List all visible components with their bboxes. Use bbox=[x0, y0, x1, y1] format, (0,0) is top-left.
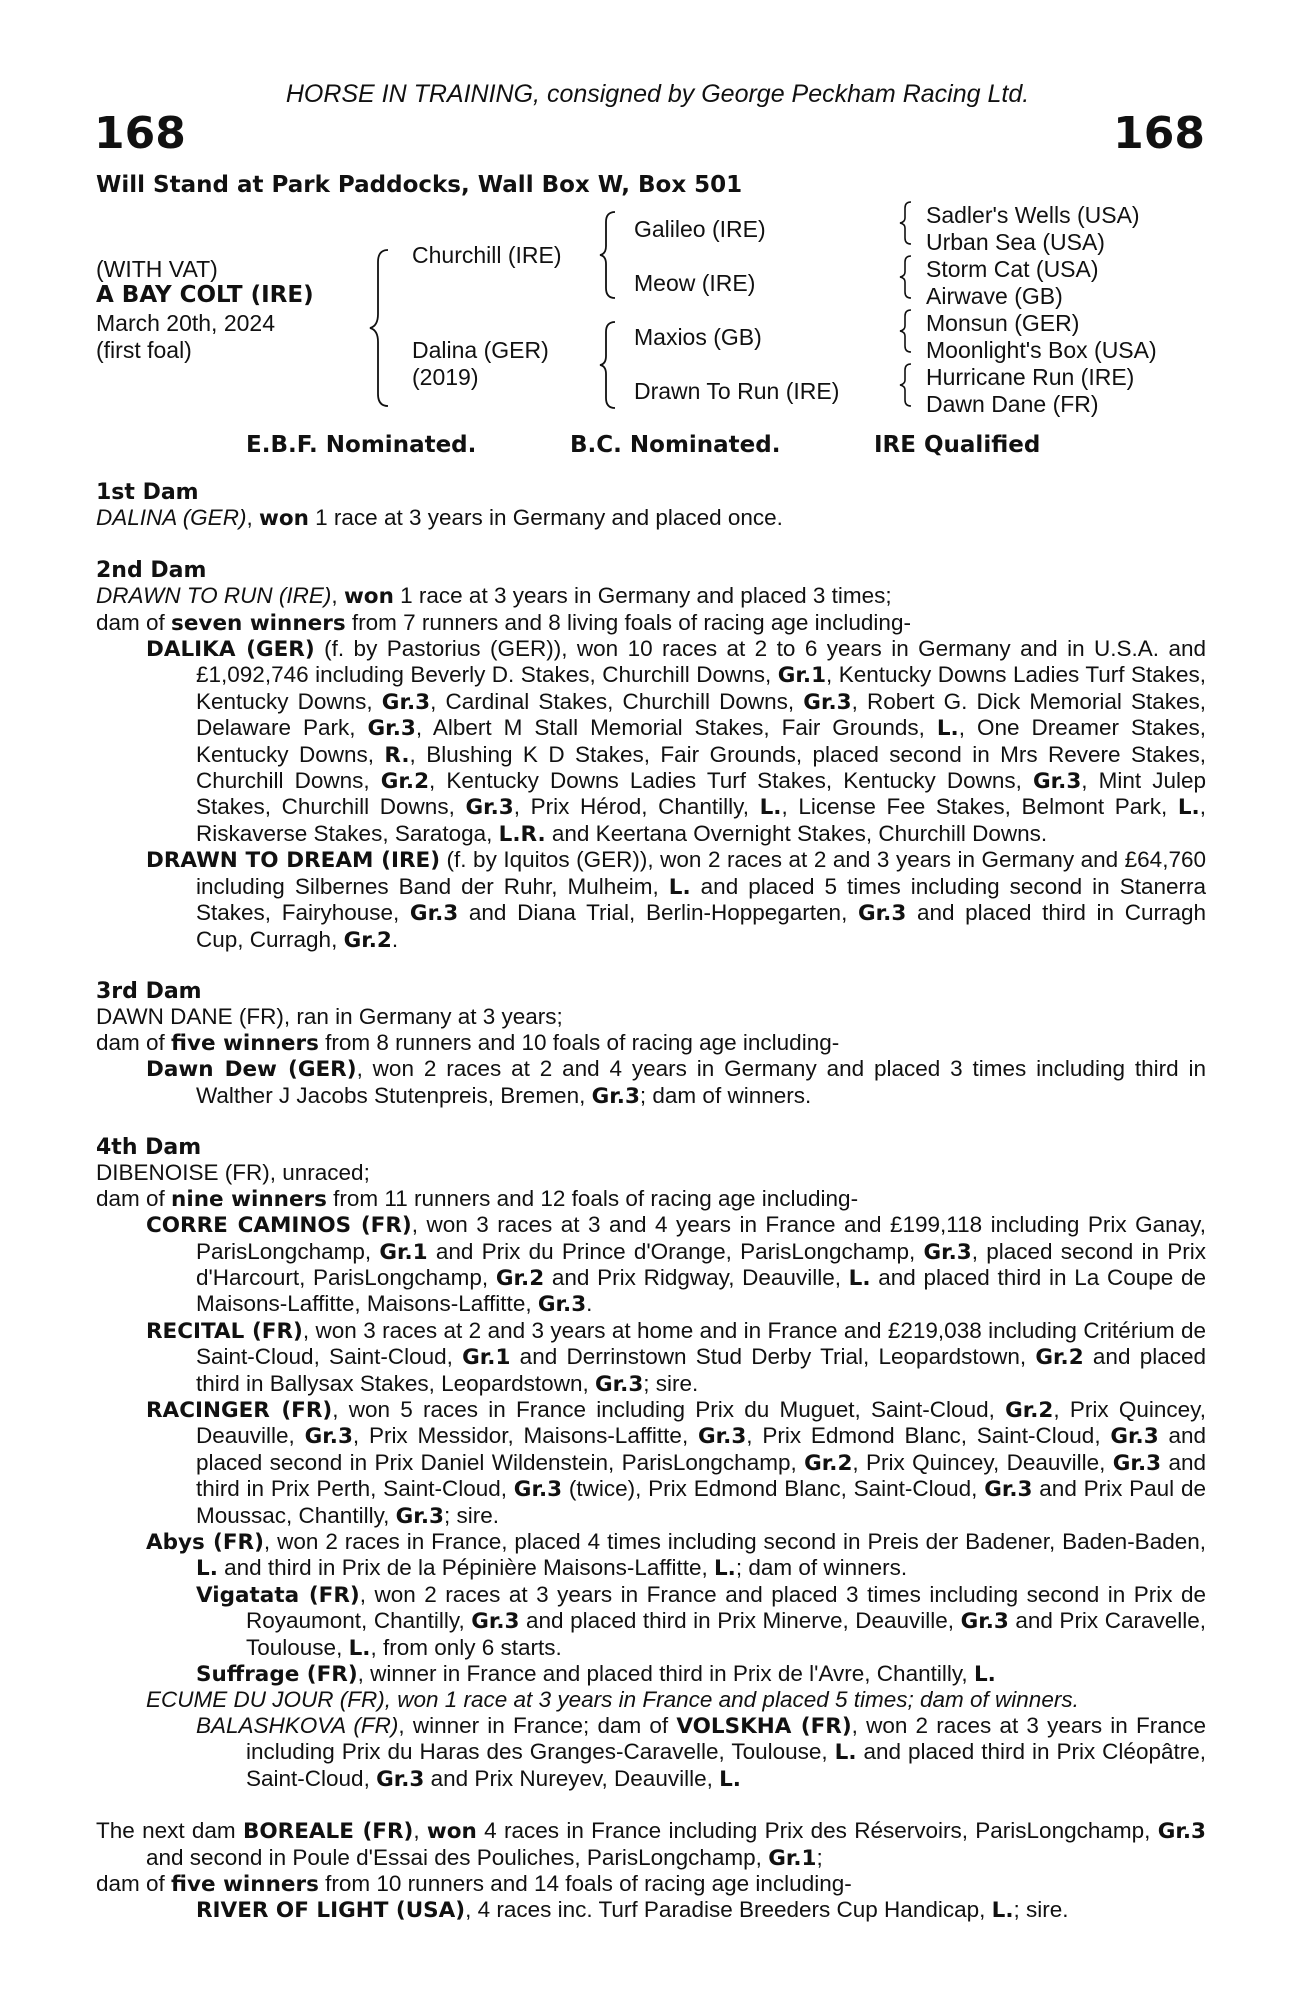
dd-dam: Dawn Dane (FR) bbox=[926, 391, 1099, 417]
horse-name: A BAY COLT (IRE) bbox=[96, 282, 314, 308]
vigatata-entry: Vigatata (FR), won 2 races at 3 years in France and placed 3 times including second in Prix de Royaumont, Chantilly, Gr.3 and placed third in Prix Minerve, Deauville, Gr.3 and Prix Caravelle, Toulouse, L., from only 6 starts. bbox=[196, 1581, 1207, 1661]
vat-note: (WITH VAT) bbox=[96, 256, 218, 282]
sd-sire: Storm Cat (USA) bbox=[926, 256, 1099, 282]
first-dam-line: DALINA (GER), won 1 race at 3 years in Germany and placed once. bbox=[96, 505, 783, 532]
racinger-entry: RACINGER (FR), won 5 races in France including Prix du Muguet, Saint-Cloud, Gr.2, Prix Quincey, Deauville, Gr.3, Prix Messidor, Maisons-Laffitte, Gr.3, Prix Edmond Blanc, Saint-Cloud, Gr.3 and placed second in Prix Daniel Wildenstein, ParisLongchamp, Gr.2, Prix Quincey, Deauville, Gr.3 and third in Prix Perth, Saint-Cloud, Gr.3 (twice), Prix Edmond Blanc, Saint-Cloud, Gr.3 and Prix Paul de Moussac, Chantilly, Gr.3; sire. bbox=[146, 1397, 1206, 1529]
sire: Churchill (IRE) bbox=[412, 242, 562, 268]
ire-qualified: IRE Qualified bbox=[874, 432, 1041, 458]
second-dam-line: DRAWN TO RUN (IRE), won 1 race at 3 years in Germany and placed 3 times; bbox=[96, 583, 892, 610]
ds-dam: Moonlight's Box (USA) bbox=[926, 337, 1157, 363]
abys-entry: Abys (FR), won 2 races in France, placed 4 times including second in Preis der Badener, Baden-Baden, L. and third in Prix de la Pépinière Maisons-Laffitte, L.; dam of winners. bbox=[146, 1529, 1206, 1582]
second-dam-produce-line: dam of seven winners from 7 runners and 8 living foals of racing age including- bbox=[96, 609, 911, 636]
ebf-nomination: E.B.F. Nominated. bbox=[246, 432, 477, 458]
next-dam-produce-line: dam of five winners from 10 runners and 14 foals of racing age including- bbox=[96, 1870, 852, 1897]
ecume-du-jour-entry: ECUME DU JOUR (FR), won 1 race at 3 years in France and placed 5 times; dam of winners. bbox=[146, 1687, 1079, 1713]
pedigree-brace-meow bbox=[898, 254, 914, 300]
pedigree-brace-dam bbox=[598, 320, 618, 410]
lot-number-right: 168 bbox=[1113, 108, 1205, 159]
sd-dam: Airwave (GB) bbox=[926, 283, 1063, 309]
sire-dam: Meow (IRE) bbox=[634, 270, 756, 296]
fourth-dam-line: DIBENOISE (FR), unraced; bbox=[96, 1160, 370, 1186]
pedigree-brace-galileo bbox=[898, 200, 914, 246]
sire-sire: Galileo (IRE) bbox=[634, 216, 766, 242]
fourth-dam-produce-line: dam of nine winners from 11 runners and 12 foals of racing age including- bbox=[96, 1185, 859, 1212]
suffrage-entry: Suffrage (FR), winner in France and placed third in Prix de l'Avre, Chantilly, L. bbox=[196, 1661, 996, 1688]
dam-year: (2019) bbox=[412, 364, 479, 390]
foal-note: (first foal) bbox=[96, 337, 192, 363]
ss-dam: Urban Sea (USA) bbox=[926, 229, 1105, 255]
lot-number-left: 168 bbox=[94, 108, 186, 159]
balashkova-entry: BALASHKOVA (FR), winner in France; dam of VOLSKHA (FR), won 2 races at 3 years in France including Prix du Haras des Granges-Caravelle, Toulouse, L. and placed third in Prix Cléopâtre, Saint-Cloud, Gr.3 and Prix Nureyev, Deauville, L. bbox=[196, 1712, 1206, 1792]
foaling-date: March 20th, 2024 bbox=[96, 310, 276, 336]
first-dam-heading: 1st Dam bbox=[96, 480, 199, 505]
pedigree-brace-maxios bbox=[898, 308, 914, 354]
dd-sire: Hurricane Run (IRE) bbox=[926, 364, 1135, 390]
third-dam-produce-line: dam of five winners from 8 runners and 10 foals of racing age including- bbox=[96, 1029, 840, 1056]
dawn-dew-entry: Dawn Dew (GER), won 2 races at 2 and 4 years in Germany and placed 3 times including third in Walther J Jacobs Stutenpreis, Bremen, Gr.3; dam of winners. bbox=[146, 1056, 1206, 1109]
dam: Dalina (GER) bbox=[412, 337, 549, 363]
fourth-dam-heading: 4th Dam bbox=[96, 1134, 202, 1160]
dam-sire: Maxios (GB) bbox=[634, 324, 762, 350]
bc-nomination: B.C. Nominated. bbox=[570, 432, 781, 458]
next-dam-line: The next dam BOREALE (FR), won 4 races in France including Prix des Réservoirs, ParisLongchamp, Gr.3 and second in Poule d'Essai des Pouliches, ParisLongchamp, Gr.1; bbox=[96, 1818, 1206, 1871]
stand-location: Will Stand at Park Paddocks, Wall Box W, Box 501 bbox=[96, 172, 743, 198]
second-dam-heading: 2nd Dam bbox=[96, 557, 207, 583]
third-dam-line: DAWN DANE (FR), ran in Germany at 3 years; bbox=[96, 1004, 563, 1030]
corre-caminos-entry: CORRE CAMINOS (FR), won 3 races at 3 and 4 years in France and £199,118 including Prix Ganay, ParisLongchamp, Gr.1 and Prix du Prince d'Orange, ParisLongchamp, Gr.3, placed second in Prix d'Harcourt, ParisLongchamp, Gr.2 and Prix Ridgway, Deauville, L. and placed third in La Coupe de Maisons-Laffitte, Maisons-Laffitte, Gr.3. bbox=[146, 1212, 1206, 1318]
ds-sire: Monsun (GER) bbox=[926, 310, 1080, 336]
pedigree-brace-sire bbox=[598, 210, 618, 300]
dam-dam: Drawn To Run (IRE) bbox=[634, 378, 840, 404]
third-dam-heading: 3rd Dam bbox=[96, 978, 202, 1004]
catalogue-body bbox=[96, 480, 1206, 1924]
pedigree-brace-drawn-to-run bbox=[898, 362, 914, 408]
river-of-light-entry: RIVER OF LIGHT (USA), 4 races inc. Turf Paradise Breeders Cup Handicap, L.; sire. bbox=[196, 1897, 1069, 1924]
consignment-header: HORSE IN TRAINING, consigned by George Peckham Racing Ltd. bbox=[285, 80, 1030, 108]
drawn-to-dream-entry: DRAWN TO DREAM (IRE) (f. by Iquitos (GER)), won 2 races at 2 and 3 years in Germany and £64,760 including Silbernes Band der Ruhr, Mulheim, L. and placed 5 times including second in Stanerra Stakes, Fairyhouse, Gr.3 and Diana Trial, Berlin-Hoppegarten, Gr.3 and placed third in Curragh Cup, Curragh, Gr.2. bbox=[146, 847, 1207, 953]
dalika-entry: DALIKA (GER) (f. by Pastorius (GER)), won 10 races at 2 to 6 years in Germany and in U.S.A. and £1,092,746 including Beverly D. Stakes, Churchill Downs, Gr.1, Kentucky Downs Ladies Turf Stakes, Kentucky Downs, Gr.3, Cardinal Stakes, Churchill Downs, Gr.3, Robert G. Dick Memorial Stakes, Delaware Park, Gr.3, Albert M Stall Memorial Stakes, Fair Grounds, L., One Dreamer Stakes, Kentucky Downs, R., Blushing K D Stakes, Fair Grounds, placed second in Mrs Revere Stakes, Churchill Downs, Gr.2, Kentucky Downs Ladies Turf Stakes, Kentucky Downs, Gr.3, Mint Julep Stakes, Churchill Downs, Gr.3, Prix Hérod, Chantilly, L., License Fee Stakes, Belmont Park, L., Riskaverse Stakes, Saratoga, L.R. and Keertana Overnight Stakes, Churchill Downs. bbox=[146, 636, 1207, 847]
ss-sire: Sadler's Wells (USA) bbox=[926, 202, 1140, 228]
recital-entry: RECITAL (FR), won 3 races at 2 and 3 years at home and in France and £219,038 including Critérium de Saint-Cloud, Saint-Cloud, Gr.1 and Derrinstown Stud Derby Trial, Leopardstown, Gr.2 and placed third in Ballysax Stakes, Leopardstown, Gr.3; sire. bbox=[146, 1317, 1206, 1397]
pedigree-brace-main bbox=[368, 248, 392, 408]
